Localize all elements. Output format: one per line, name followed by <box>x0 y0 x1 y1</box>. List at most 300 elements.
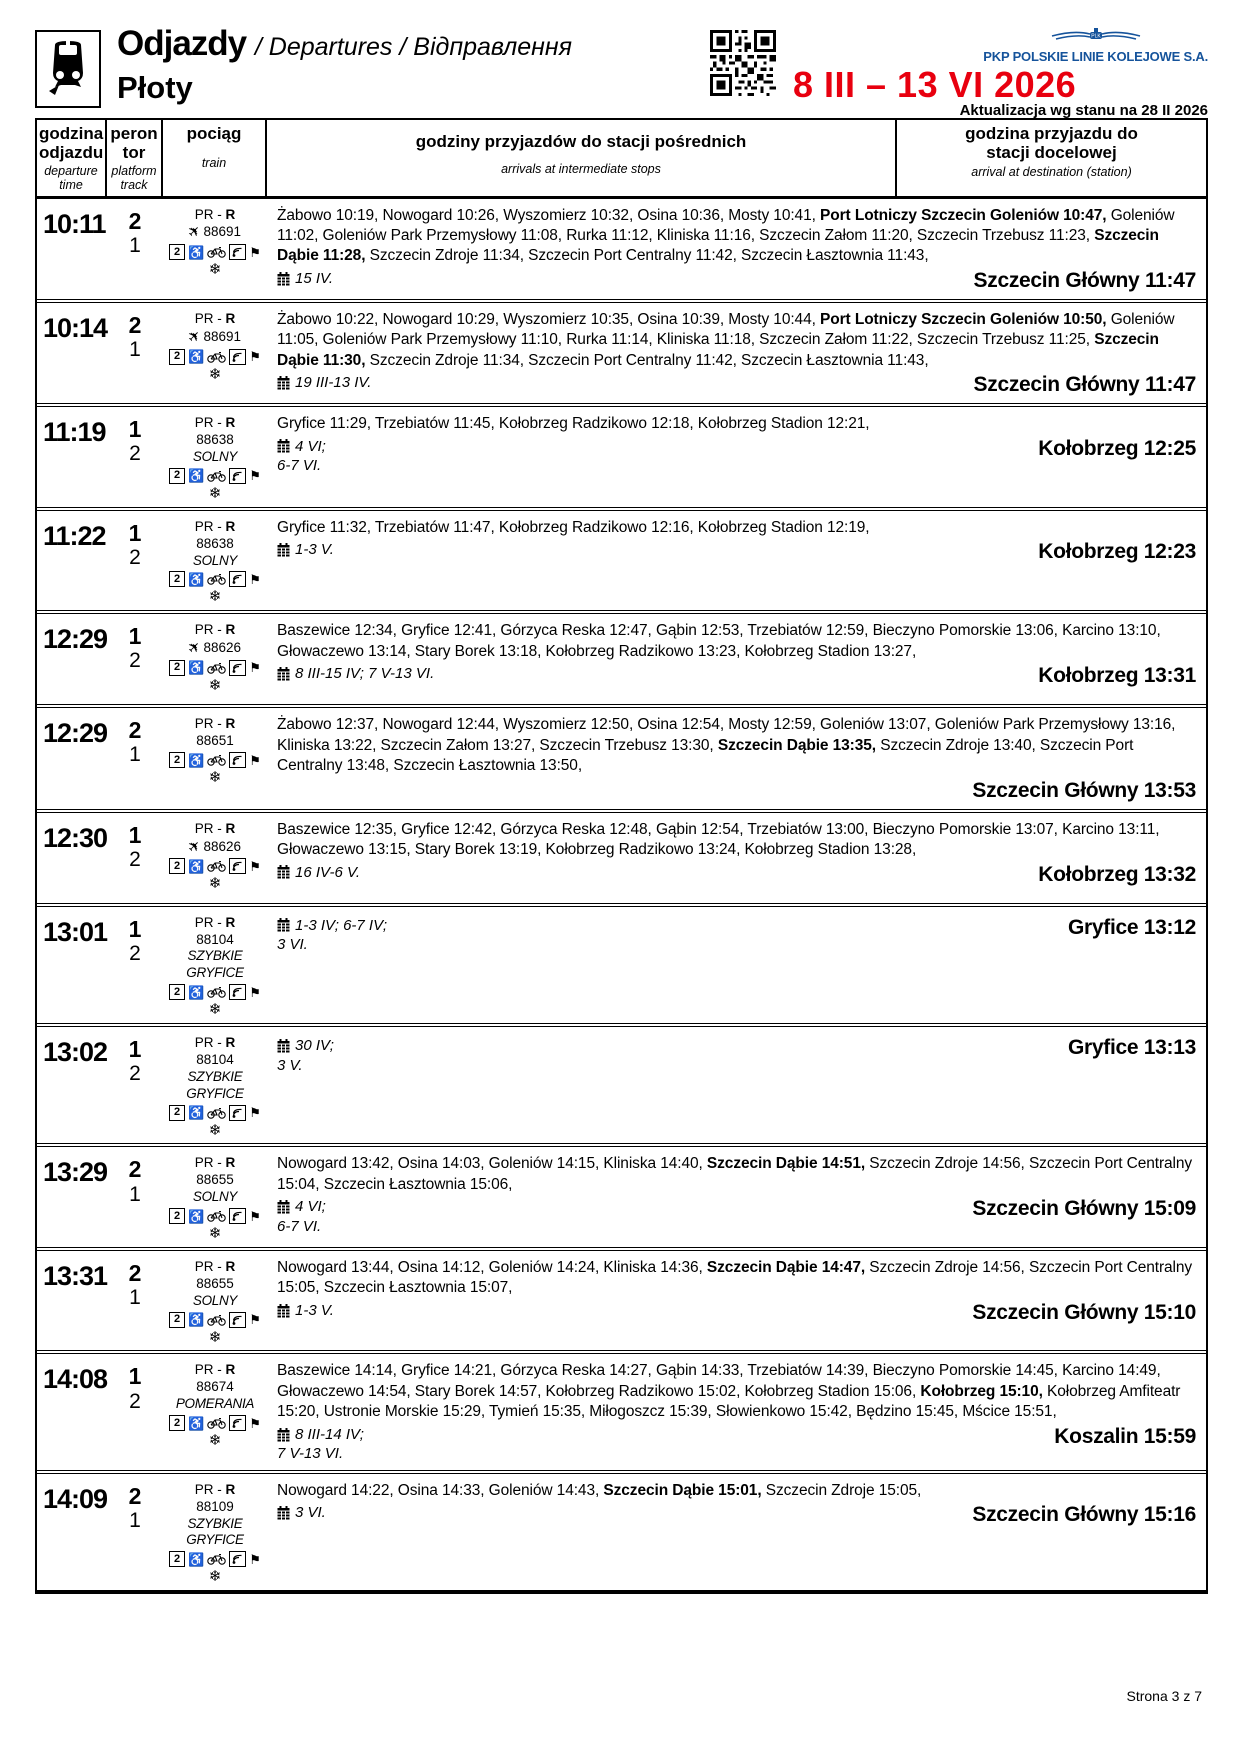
platform-track-cell <box>107 1149 163 1243</box>
service-dates-text: 3 VI. <box>295 1504 326 1522</box>
service-dates-text: 8 III-14 IV; <box>295 1425 364 1443</box>
train-amenity-icons <box>163 1312 267 1328</box>
flag-icon: ⚑ <box>249 858 261 874</box>
title-block <box>117 24 572 106</box>
route-cell <box>267 201 1206 295</box>
air-conditioning-icon: ❄ <box>208 365 222 383</box>
destination: Szczecin Główny 11:47 <box>973 268 1196 292</box>
train-logo <box>35 30 101 108</box>
validity-date-range: 8 III – 13 VI 2026 <box>793 64 1077 105</box>
wifi-icon <box>229 984 246 1000</box>
train-cell <box>163 909 267 1019</box>
intermediate-stops: Baszewice 12:34, Gryfice 12:41, Górzyca Reska 12:47, Gąbin 12:53, Trzebiatów 12:59, Bieczyno Pomorskie 13:06, Karcino 13:10, Głowaczewo 13:14, Stary Borek 13:18, Kołobrzeg Radzikowo 13:23, Kołobrzeg Stadion 13:27, <box>277 622 1161 660</box>
calendar-icon <box>277 272 290 286</box>
second-class-icon: 2 <box>169 1551 185 1567</box>
track-number: 1 <box>129 1508 141 1532</box>
intermediate-stops: Nowogard 13:42, Osina 14:03, Goleniów 14:15, Kliniska 14:40, Szczecin Dąbie 14:51, Szczecin Zdroje 14:56, Szczecin Port Centralny 15:04, Szczecin Łasztownia 15:06, <box>277 1155 1193 1193</box>
calendar-icon <box>277 1039 290 1053</box>
bicycle-icon <box>207 1417 226 1429</box>
air-conditioning-icon: ❄ <box>208 1328 222 1346</box>
flag-icon: ⚑ <box>249 244 261 260</box>
airplane-icon: ✈ <box>184 835 206 857</box>
train-amenity-icons <box>163 1415 267 1431</box>
intermediate-stops: Żabowo 12:37, Nowogard 12:44, Wyszomierz 12:50, Osina 12:54, Mosty 12:59, Goleniów 13:07, Goleniów Park Przemysłowy 13:16, Kliniska 13:22, Szczecin Załom 13:27, Szczecin Trzebusz 13:30, Szczecin Dąbie 13:35, Szczecin Zdroje 13:40, Szczecin Port Centralny 13:48, Szczecin Łasztownia 13:50, <box>277 716 1176 775</box>
platform-track-cell <box>107 1356 163 1465</box>
service-dates-text: 1-3 V. <box>295 541 334 559</box>
air-conditioning-icon: ❄ <box>208 676 222 694</box>
train-number: 88626 <box>203 838 242 854</box>
col-train <box>163 120 267 196</box>
second-class-icon: 2 <box>169 244 185 260</box>
platform-track-cell <box>107 1476 163 1586</box>
flag-icon: ⚑ <box>249 1105 261 1121</box>
service-dates <box>277 373 371 393</box>
air-conditioning-icon: ❄ <box>208 1121 222 1139</box>
destination: Szczecin Główny 15:09 <box>972 1197 1196 1221</box>
train-name: POMERANIA <box>175 1396 255 1412</box>
platform-number: 1 <box>128 623 142 650</box>
carrier-label: PR - R <box>194 716 236 732</box>
wheelchair-icon: ♿ <box>188 244 205 260</box>
wheelchair-icon: ♿ <box>188 858 205 874</box>
air-conditioning-icon: ❄ <box>208 1432 222 1450</box>
wheelchair-icon: ♿ <box>188 1415 205 1431</box>
second-class-icon: 2 <box>169 858 185 874</box>
train-amenity-icons <box>163 984 267 1000</box>
route-cell <box>267 1029 1206 1139</box>
platform-number: 2 <box>128 1156 142 1183</box>
carrier-label: PR - R <box>194 206 236 222</box>
train-amenity-icons <box>163 244 267 260</box>
bicycle-icon <box>207 470 226 482</box>
service-dates <box>277 664 434 684</box>
calendar-icon <box>277 865 290 879</box>
route-cell <box>267 1253 1206 1347</box>
platform-number: 1 <box>128 416 142 443</box>
route-cell <box>267 815 1206 899</box>
col-departure-en: departure time <box>44 164 98 192</box>
platform-track-cell <box>107 409 163 503</box>
train-number: 88626 <box>203 640 242 656</box>
bicycle-icon <box>207 1107 226 1119</box>
track-number: 2 <box>129 545 141 569</box>
second-class-icon: 2 <box>169 1208 185 1224</box>
intermediate-stops: Baszewice 14:14, Gryfice 14:21, Górzyca Reska 14:27, Gąbin 14:33, Trzebiatów 14:39, Bieczyno Pomorskie 14:45, Karcino 14:49, Głowaczewo 14:54, Stary Borek 14:57, Kołobrzeg Radzikowo 15:02, Kołobrzeg Stadion 15:06, Kołobrzeg 15:10, Kołobrzeg Amfiteatr 15:20, Ustronie Morskie 15:29, Tymień 15:35, Miłogoszcz 15:39, Słowienkowo 15:42, Będzino 15:45, Mścice 15:51, <box>277 1362 1181 1421</box>
train-number: 88638 <box>196 535 234 551</box>
bicycle-icon <box>207 573 226 585</box>
train-amenity-icons <box>163 349 267 365</box>
train-number: 88651 <box>196 733 234 749</box>
page-header <box>35 24 1208 119</box>
bicycle-icon <box>207 754 226 766</box>
pkp-wings-icon <box>1050 26 1142 44</box>
train-cell <box>163 1029 267 1139</box>
col-platform-pl: peron tor <box>110 124 158 163</box>
platform-number: 2 <box>128 1482 142 1509</box>
wheelchair-icon: ♿ <box>188 660 205 676</box>
col-platform <box>107 120 163 196</box>
service-dates-text: 30 IV; <box>295 1037 334 1055</box>
bicycle-icon <box>207 860 226 872</box>
calendar-icon <box>277 439 290 453</box>
train-name: SZYBKIE GRYFICE <box>186 1068 244 1101</box>
platform-number: 1 <box>128 915 142 942</box>
train-name: SOLNY <box>192 1292 238 1308</box>
destination: Kołobrzeg 13:31 <box>1038 664 1196 688</box>
table-row <box>37 1470 1206 1590</box>
intermediate-stops: Nowogard 14:22, Osina 14:33, Goleniów 14:43, Szczecin Dąbie 15:01, Szczecin Zdroje 15:05, <box>277 1481 922 1499</box>
wheelchair-icon: ♿ <box>188 984 205 1000</box>
air-conditioning-icon: ❄ <box>208 1225 222 1243</box>
table-row <box>37 1143 1206 1247</box>
service-dates: 1-3 IV; 6-7 IV; 3 VI. <box>277 916 387 954</box>
wheelchair-icon: ♿ <box>188 468 205 484</box>
track-number: 2 <box>129 1062 141 1086</box>
bicycle-icon <box>207 351 226 363</box>
departure-time: 12:30 <box>43 822 108 853</box>
wifi-icon <box>229 1312 246 1328</box>
train-number: 88104 <box>196 931 234 947</box>
page-subtitle: / Departures / Відправлення <box>254 33 572 61</box>
calendar-icon <box>277 1428 290 1442</box>
route-cell <box>267 513 1206 607</box>
carrier-label: PR - R <box>194 622 236 638</box>
destination: Koszalin 15:59 <box>1054 1424 1196 1448</box>
flag-icon: ⚑ <box>249 752 261 768</box>
train-amenity-icons <box>163 858 267 874</box>
train-number: 88674 <box>196 1379 234 1395</box>
wifi-icon <box>229 244 246 260</box>
calendar-icon <box>277 1200 290 1214</box>
destination: Kołobrzeg 13:32 <box>1038 862 1196 886</box>
col-departure-pl: godzina odjazdu <box>39 124 104 163</box>
platform-number: 2 <box>128 207 142 234</box>
calendar-icon <box>277 376 290 390</box>
train-amenity-icons <box>163 1208 267 1224</box>
route-cell <box>267 1476 1206 1586</box>
page-title: Odjazdy <box>117 24 247 63</box>
air-conditioning-icon: ❄ <box>208 1001 222 1019</box>
wheelchair-icon: ♿ <box>188 1105 205 1121</box>
train-cell <box>163 1476 267 1586</box>
wifi-icon <box>229 1105 246 1121</box>
carrier-label: PR - R <box>194 310 236 326</box>
col-stops-pl: godziny przyjazdów do stacji pośrednich <box>415 132 747 151</box>
train-cell <box>163 815 267 899</box>
carrier-label: PR - R <box>194 1481 236 1497</box>
col-platform-en: platform track <box>111 164 157 192</box>
pkp-logo <box>983 26 1208 64</box>
train-cell <box>163 201 267 295</box>
track-number: 1 <box>129 743 141 767</box>
air-conditioning-icon: ❄ <box>208 484 222 502</box>
calendar-icon <box>277 1506 290 1520</box>
service-dates-text: 4 VI; <box>295 1198 326 1216</box>
train-cell <box>163 1253 267 1347</box>
air-conditioning-icon: ❄ <box>208 588 222 606</box>
departure-time: 13:02 <box>43 1037 108 1068</box>
train-number: 88638 <box>196 432 234 448</box>
bicycle-icon <box>207 1314 226 1326</box>
service-dates: 8 III-14 IV; 7 V-13 VI. <box>277 1425 364 1463</box>
table-row <box>37 299 1206 403</box>
track-number: 2 <box>129 649 141 673</box>
intermediate-stops: Żabowo 10:19, Nowogard 10:26, Wyszomierz 10:32, Osina 10:36, Mosty 10:41, Port Lotniczy Szczecin Goleniów 10:47, Goleniów 11:02, Goleniów Park Przemysłowy 11:08, Rurka 11:12, Kliniska 11:16, Szczecin Załom 11:20, Szczecin Trzebusz 11:23, Szczecin Dąbie 11:28, Szczecin Zdroje 11:34, Szczecin Port Centralny 11:42, Szczecin Łasztownia 11:43, <box>277 206 1175 265</box>
train-amenity-icons <box>163 660 267 676</box>
calendar-icon <box>277 667 290 681</box>
train-cell <box>163 305 267 399</box>
table-row <box>37 610 1206 704</box>
departure-time: 13:29 <box>43 1157 108 1188</box>
service-dates: 4 VI; 6-7 VI. <box>277 437 326 475</box>
track-number: 2 <box>129 847 141 871</box>
departure-time: 13:31 <box>43 1260 108 1291</box>
platform-track-cell <box>107 305 163 399</box>
wheelchair-icon: ♿ <box>188 1551 205 1567</box>
second-class-icon: 2 <box>169 984 185 1000</box>
svg-text:PLK: PLK <box>1090 33 1101 40</box>
wifi-icon <box>229 1415 246 1431</box>
col-train-pl: pociąg <box>186 124 242 143</box>
destination: Szczecin Główny 15:16 <box>972 1503 1196 1527</box>
train-cell <box>163 409 267 503</box>
station-name: Płoty <box>117 70 193 105</box>
route-cell <box>267 909 1206 1019</box>
carrier-label: PR - R <box>194 914 236 930</box>
timetable-body <box>37 199 1206 1591</box>
train-cell <box>163 1149 267 1243</box>
header-right <box>738 24 1208 119</box>
intermediate-stops: Nowogard 13:44, Osina 14:12, Goleniów 14:24, Kliniska 14:36, Szczecin Dąbie 14:47, Szczecin Zdroje 14:56, Szczecin Port Centralny 15:05, Szczecin Łasztownia 15:07, <box>277 1258 1193 1297</box>
bicycle-icon <box>207 246 226 258</box>
wheelchair-icon: ♿ <box>188 349 205 365</box>
second-class-icon: 2 <box>169 1312 185 1328</box>
train-number: 88109 <box>196 1498 234 1514</box>
carrier-label: PR - R <box>194 415 236 431</box>
service-dates <box>277 540 334 560</box>
col-train-en: train <box>201 156 227 171</box>
table-row <box>37 403 1206 507</box>
air-conditioning-icon: ❄ <box>208 1568 222 1586</box>
train-icon <box>45 39 91 99</box>
flag-icon: ⚑ <box>249 349 261 365</box>
destination: Gryfice 13:12 <box>1067 915 1196 939</box>
second-class-icon: 2 <box>169 752 185 768</box>
flag-icon: ⚑ <box>249 660 261 676</box>
table-row <box>37 809 1206 903</box>
destination: Szczecin Główny 13:53 <box>972 778 1196 802</box>
destination: Kołobrzeg 12:23 <box>1038 540 1196 564</box>
destination: Gryfice 13:13 <box>1067 1036 1196 1060</box>
platform-number: 1 <box>128 821 142 848</box>
table-row <box>37 1247 1206 1351</box>
table-row <box>37 199 1206 299</box>
service-dates-text: 4 VI; <box>295 437 326 455</box>
second-class-icon: 2 <box>169 468 185 484</box>
wifi-icon <box>229 1208 246 1224</box>
col-departure <box>37 120 107 196</box>
wifi-icon <box>229 468 246 484</box>
service-dates-text: 15 IV. <box>295 269 334 287</box>
track-number: 1 <box>129 233 141 257</box>
service-dates <box>277 863 360 883</box>
col-destination-en: arrival at destination (station) <box>971 165 1132 180</box>
departure-time: 14:09 <box>43 1483 108 1514</box>
destination: Szczecin Główny 15:10 <box>972 1300 1196 1324</box>
table-row <box>37 507 1206 611</box>
wheelchair-icon: ♿ <box>188 752 205 768</box>
carrier-label: PR - R <box>194 1258 236 1274</box>
wifi-icon <box>229 1551 246 1567</box>
platform-track-cell <box>107 616 163 700</box>
table-row <box>37 1350 1206 1469</box>
intermediate-stops: Baszewice 12:35, Gryfice 12:42, Górzyca Reska 12:48, Gąbin 12:54, Trzebiatów 13:00, Bieczyno Pomorskie 13:07, Karcino 13:11, Głowaczewo 13:15, Stary Borek 13:19, Kołobrzeg Radzikowo 13:24, Kołobrzeg Stadion 13:28, <box>277 820 1160 859</box>
platform-track-cell <box>107 815 163 899</box>
train-number: 88691 <box>203 224 242 240</box>
service-dates-text: 1-3 V. <box>295 1301 334 1319</box>
service-dates <box>277 1503 326 1523</box>
second-class-icon: 2 <box>169 1415 185 1431</box>
flag-icon: ⚑ <box>249 571 261 587</box>
service-dates <box>277 269 333 289</box>
service-dates: 30 IV; 3 V. <box>277 1037 334 1074</box>
air-conditioning-icon: ❄ <box>208 875 222 893</box>
table-row <box>37 903 1206 1023</box>
calendar-icon <box>277 918 290 932</box>
wifi-icon <box>229 752 246 768</box>
platform-number: 1 <box>128 1036 142 1063</box>
flag-icon: ⚑ <box>249 468 261 484</box>
second-class-icon: 2 <box>169 349 185 365</box>
airplane-icon: ✈ <box>184 221 206 243</box>
departure-time: 13:01 <box>43 916 108 947</box>
departure-time: 12:29 <box>43 624 108 655</box>
track-number: 2 <box>129 941 141 965</box>
calendar-icon <box>277 1304 290 1318</box>
wheelchair-icon: ♿ <box>188 1312 205 1328</box>
air-conditioning-icon: ❄ <box>208 769 222 787</box>
flag-icon: ⚑ <box>249 1551 261 1567</box>
train-cell <box>163 513 267 607</box>
platform-number: 2 <box>128 717 142 744</box>
train-name: SOLNY <box>192 552 238 568</box>
second-class-icon: 2 <box>169 571 185 587</box>
route-cell <box>267 409 1206 503</box>
airplane-icon: ✈ <box>184 326 206 348</box>
bicycle-icon <box>207 1210 226 1222</box>
platform-track-cell <box>107 1253 163 1347</box>
wheelchair-icon: ♿ <box>188 571 205 587</box>
route-cell <box>267 710 1206 804</box>
train-cell <box>163 616 267 700</box>
train-name: SOLNY <box>192 1189 238 1205</box>
service-dates-text: 16 IV-6 V. <box>295 863 361 881</box>
table-row <box>37 704 1206 808</box>
departure-time: 10:14 <box>43 312 108 343</box>
departure-time: 10:11 <box>43 208 106 239</box>
track-number: 1 <box>129 1286 141 1310</box>
route-cell <box>267 305 1206 399</box>
train-amenity-icons <box>163 468 267 484</box>
train-name: SOLNY <box>192 449 238 465</box>
service-dates-text: 19 III-13 IV. <box>295 374 372 392</box>
track-number: 1 <box>129 338 141 362</box>
service-dates <box>277 1301 334 1321</box>
departure-time: 11:19 <box>43 417 106 448</box>
col-stops <box>267 120 897 196</box>
carrier-label: PR - R <box>194 1155 236 1171</box>
service-dates-text: 1-3 IV; 6-7 IV; <box>295 916 387 934</box>
update-note: Aktualizacja wg stanu na 28 II 2026 <box>959 102 1208 119</box>
carrier-label: PR - R <box>194 1362 236 1378</box>
table-row <box>37 1023 1206 1143</box>
destination: Kołobrzeg 12:25 <box>1038 436 1196 460</box>
col-stops-en: arrivals at intermediate stops <box>501 162 661 177</box>
wifi-icon <box>229 571 246 587</box>
carrier-label: PR - R <box>194 1035 236 1051</box>
wifi-icon <box>229 660 246 676</box>
platform-number: 1 <box>128 519 142 546</box>
platform-track-cell <box>107 909 163 1019</box>
calendar-icon <box>277 543 290 557</box>
train-name: SZYBKIE GRYFICE <box>186 948 244 981</box>
departure-time: 12:29 <box>43 718 108 749</box>
track-number: 2 <box>129 442 141 466</box>
wifi-icon <box>229 349 246 365</box>
intermediate-stops: Gryfice 11:32, Trzebiatów 11:47, Kołobrzeg Radzikowo 12:16, Kołobrzeg Stadion 12:19, <box>277 518 870 536</box>
col-destination-pl: godzina przyjazdu do stacji docelowej <box>965 124 1138 163</box>
train-name: SZYBKIE GRYFICE <box>186 1515 244 1548</box>
platform-number: 1 <box>128 1363 142 1390</box>
platform-track-cell <box>107 201 163 295</box>
flag-icon: ⚑ <box>249 1208 261 1224</box>
flag-icon: ⚑ <box>249 1312 261 1328</box>
airplane-icon: ✈ <box>184 637 206 659</box>
service-dates: 4 VI; 6-7 VI. <box>277 1198 326 1235</box>
train-amenity-icons <box>163 571 267 587</box>
train-cell <box>163 1356 267 1465</box>
intermediate-stops: Żabowo 10:22, Nowogard 10:29, Wyszomierz 10:35, Osina 10:39, Mosty 10:44, Port Lotniczy Szczecin Goleniów 10:50, Goleniów 11:05, Goleniów Park Przemysłowy 11:10, Rurka 11:14, Kliniska 11:18, Szczecin Załom 11:22, Szczecin Trzebusz 11:25, Szczecin Dąbie 11:30, Szczecin Zdroje 11:34, Szczecin Port Centralny 11:42, Szczecin Łasztownia 11:43, <box>277 310 1175 369</box>
platform-number: 2 <box>128 311 142 338</box>
train-number: 88655 <box>196 1275 234 1291</box>
train-amenity-icons <box>163 1551 267 1567</box>
platform-number: 2 <box>128 1259 142 1286</box>
route-cell <box>267 1149 1206 1243</box>
track-number: 2 <box>129 1389 141 1413</box>
flag-icon: ⚑ <box>249 984 261 1000</box>
second-class-icon: 2 <box>169 1105 185 1121</box>
wifi-icon <box>229 858 246 874</box>
platform-track-cell <box>107 513 163 607</box>
train-number: 88691 <box>203 328 242 344</box>
table-header <box>37 120 1206 199</box>
departure-time: 14:08 <box>43 1364 108 1395</box>
page-number: Strona 3 z 7 <box>1126 1688 1202 1704</box>
train-amenity-icons <box>163 1105 267 1121</box>
platform-track-cell <box>107 710 163 804</box>
bicycle-icon <box>207 986 226 998</box>
destination: Szczecin Główny 11:47 <box>973 373 1196 397</box>
pkp-logo-text: PKP POLSKIE LINIE KOLEJOWE S.A. <box>983 49 1208 64</box>
route-cell <box>267 1356 1206 1465</box>
second-class-icon: 2 <box>169 660 185 676</box>
train-number: 88655 <box>196 1172 234 1188</box>
wheelchair-icon: ♿ <box>188 1208 205 1224</box>
departures-table <box>35 118 1208 1594</box>
flag-icon: ⚑ <box>249 1415 261 1431</box>
bicycle-icon <box>207 1553 226 1565</box>
train-amenity-icons <box>163 752 267 768</box>
